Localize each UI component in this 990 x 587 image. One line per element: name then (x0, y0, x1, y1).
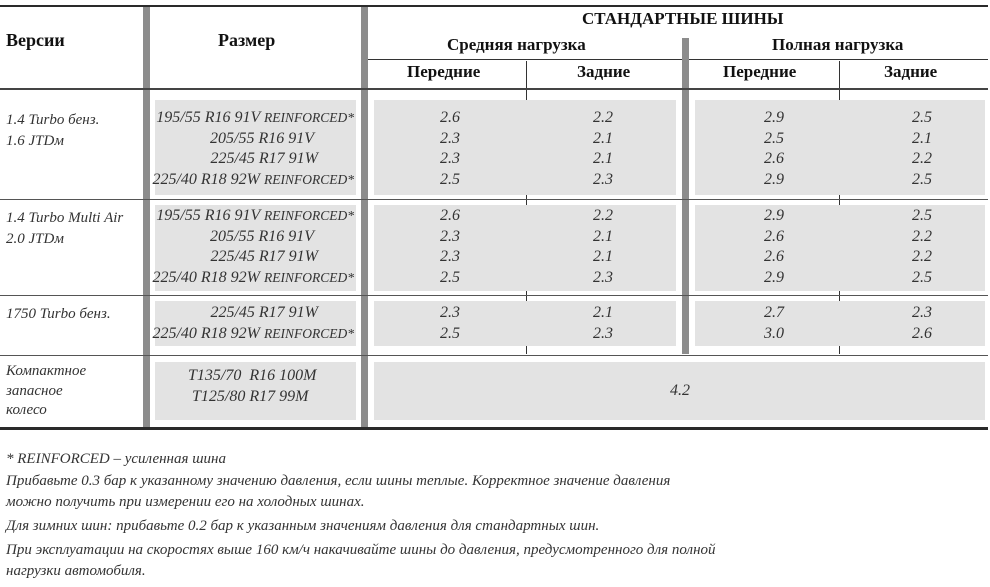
size-row: 225/40 R18 92W REINFORCED* (152, 324, 354, 342)
size-row: T125/80 R17 99M (192, 387, 309, 405)
header-versions: Версии (6, 30, 65, 50)
column-divider-size (361, 7, 368, 428)
group-separator-2 (0, 295, 988, 296)
version-label: 1.6 JTDм (6, 132, 64, 149)
full-load-underline (689, 59, 988, 60)
group-2-full-rear: 2.5 2.2 2.2 2.5 (912, 207, 932, 287)
group-2-sizes (150, 206, 354, 289)
note-warm-tires: Прибавьте 0.3 бар к указанному значению давления, если шины теплые. Корректное значение давления (6, 473, 671, 489)
note-high-speed: При эксплуатации на скоростях выше 160 км/ч накачивайте шины до давления, предусмотренного для полной (6, 542, 716, 558)
group-3-versions (6, 304, 141, 325)
header-standard-tires: СТАНДАРТНЫЕ ШИНЫ (582, 9, 784, 28)
group-3-medium-rear: 2.1 2.3 (593, 304, 613, 342)
version-label: Компактное (6, 363, 87, 379)
header-bottom-line (0, 88, 988, 90)
size-row: 225/40 R18 92W REINFORCED* (152, 171, 354, 189)
group-1-full-front: 2.9 2.5 2.6 2.9 (764, 109, 784, 189)
group-1-medium-rear: 2.2 2.1 2.1 2.3 (593, 109, 613, 189)
size-row: 195/55 R16 91V REINFORCED* (156, 109, 354, 126)
note-high-speed-cont: нагрузки автомобиля. (6, 563, 146, 579)
version-label: 1.4 Turbo бенз. (6, 112, 100, 128)
header-full-load: Полная нагрузка (772, 35, 904, 54)
version-label: 1750 Turbo бенз. (6, 306, 111, 322)
medium-load-underline (368, 59, 682, 60)
column-divider-versions (143, 7, 150, 428)
group-2-versions (6, 208, 141, 249)
version-label: запасное (6, 382, 63, 399)
version-label: 2.0 JTDм (6, 230, 64, 247)
header-medium-rear: Задние (577, 62, 631, 81)
version-label: колесо (6, 402, 47, 418)
spare-sizes (150, 366, 354, 407)
size-row: T135/70 R16 100M (188, 367, 317, 384)
size-row: 195/55 R16 91V REINFORCED* (156, 207, 354, 224)
size-row: 225/45 R17 91W (210, 248, 318, 266)
header-size: Размер (218, 30, 276, 50)
spare-value: 4.2 (670, 382, 690, 399)
group-1-full-rear: 2.5 2.1 2.2 2.5 (912, 109, 932, 189)
group-separator-3 (0, 355, 988, 356)
version-label: 1.4 Turbo Multi Air (6, 210, 124, 226)
group-1-medium-front: 2.6 2.3 2.3 2.5 (440, 109, 460, 189)
group-3-sizes (150, 303, 354, 344)
note-warm-tires-cont: можно получить при измерении его на холодных шинах. (6, 494, 365, 510)
group-3-full-rear: 2.3 2.6 (912, 304, 932, 342)
size-row: 225/45 R17 91W (210, 304, 318, 321)
table-bottom-border (0, 427, 988, 430)
size-row: 225/45 R17 91W (210, 150, 318, 168)
group-separator-1 (0, 199, 988, 200)
note-reinforced: * REINFORCED – усиленная шина (6, 451, 226, 467)
group-2-medium-rear: 2.2 2.1 2.1 2.3 (593, 207, 613, 287)
spare-versions (6, 362, 141, 421)
size-row: 205/55 R16 91V (210, 227, 314, 245)
size-row: 225/40 R18 92W REINFORCED* (152, 269, 354, 287)
header-full-front: Передние (723, 62, 797, 81)
note-winter-tires: Для зимних шин: прибавьте 0.2 бар к указанным значениям давления для стандартных шин. (6, 518, 600, 534)
group-2-full-front: 2.9 2.6 2.6 2.9 (764, 207, 784, 287)
group-1-versions (6, 110, 141, 151)
header-medium-load: Средняя нагрузка (447, 35, 586, 54)
group-2-medium-front: 2.6 2.3 2.3 2.5 (440, 207, 460, 287)
column-divider-load (682, 38, 689, 354)
size-row: 205/55 R16 91V (210, 129, 314, 147)
header-medium-front: Передние (407, 62, 481, 81)
group-3-medium-front: 2.3 2.5 (440, 304, 460, 342)
notes (6, 449, 981, 582)
header-full-rear: Задние (884, 62, 938, 81)
group-3-full-front: 2.7 3.0 (764, 304, 784, 342)
group-1-sizes (150, 108, 354, 191)
